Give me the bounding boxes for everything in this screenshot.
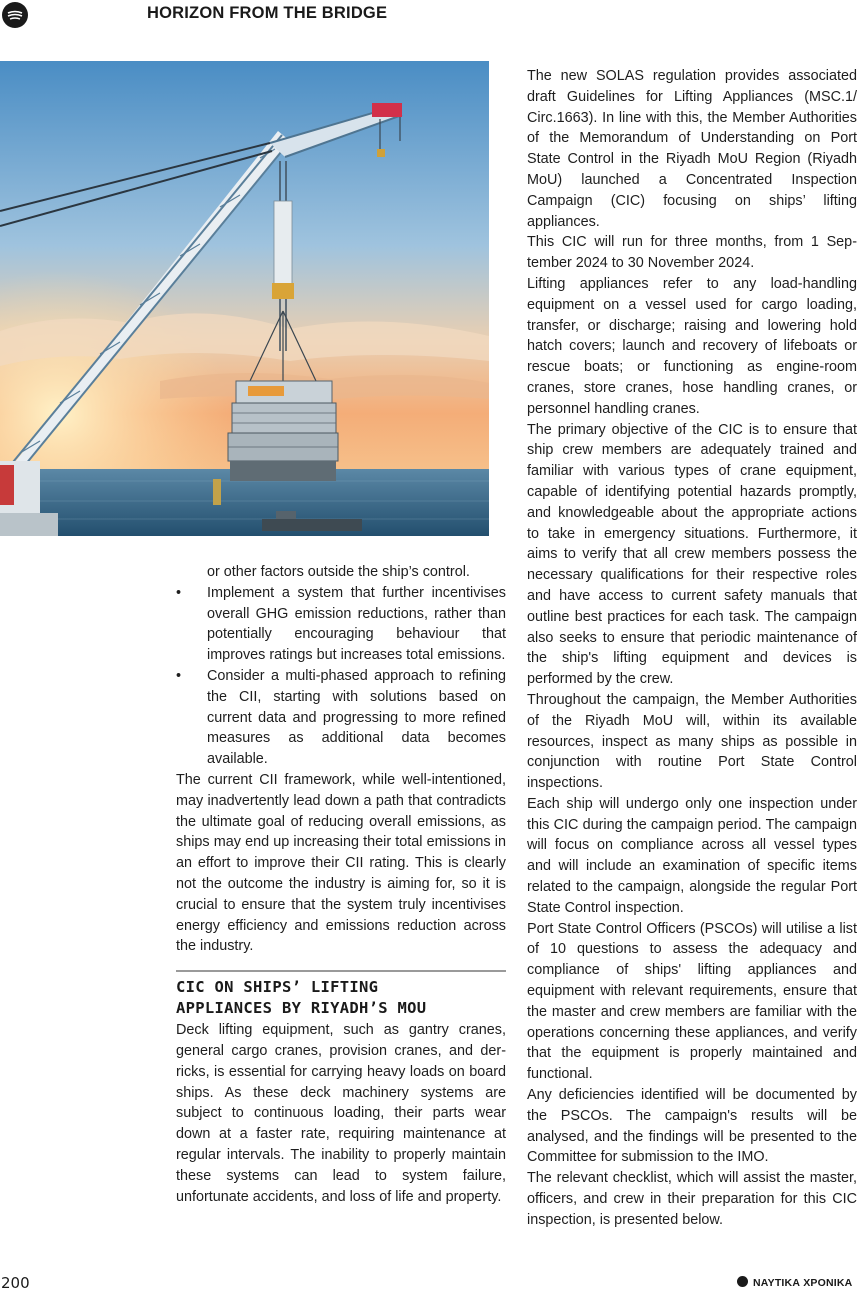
body-paragraph: Any deficiencies identified will be documented by the PSCOs. The campaign's results will be analysed, and the findings will be presented to the Committee for submission to the IMO.	[527, 1087, 857, 1166]
body-paragraph: The current CII framework, while well-intentioned, may inadvertently lead down a path that contradicts the ultimate goal of reducing overall emissions, as ships may end up increasing their total emissions in an effort to improve their CII rating. This is clearly not the outcome the industry is aiming for, so it is crucial to ensure that the system truly incentivises energy efficiency and emissions reduction across the industry.	[176, 771, 506, 955]
bullet-item	[176, 583, 506, 666]
bullet-text: Consider a multi-phased approach to refining the CII, starting with solutions based on current data and progressing to more refined measures as additional data becomes available.	[207, 667, 506, 768]
body-paragraph: Port State Control Officers (PSCOs) will utilise a list of 10 questions to assess the adequacy and compliance of ships' lifting appliances and equipment with relevant requirements, ensure that the master and crew members are familiar with the operations concerning these appliances, and verify that the equipment is properly maintained and functional.	[527, 920, 857, 1083]
body-paragraph: Deck lifting equipment, such as gantry cranes, general cargo cranes, provision cranes, and derricks, is essential for carrying heavy loads on board ships. As these deck machinery systems are subject to continuous loading, their parts wear down at a faster rate, requiring maintenance at regular intervals. The inability to properly maintain these systems can lead to system failure, unfortunate accidents, and loss of life and property.	[176, 1022, 506, 1205]
bullet-item	[176, 666, 506, 770]
bullet-dot-icon: •	[176, 667, 182, 684]
brand-dot-icon	[737, 1276, 748, 1287]
footer-brand-text: ΝΑΥΤΙΚΑ ΧΡΟΝΙΚΑ	[753, 1277, 853, 1289]
footer-brand	[737, 1276, 852, 1289]
bullet-continuation: or other factors outside the ship’s control.	[207, 564, 470, 580]
body-paragraph: The primary objective of the CIC is to ensure that ship crew members are adequately trained and familiar with various types of crane equipment, capable of identifying potential hazards promptly, and knowledgeable about the appropriate actions to take in emergency situations. Furthermore, it aims to verify that all crew members possess the necessary qualifications for their respective roles and have access to current safety manuals that outline best practices for each task. The campaign also seeks to ensure that periodic maintenance of the ship's lifting equipment and devices is performed by the crew.	[527, 421, 857, 688]
bullet-list	[176, 562, 506, 770]
magazine-logo-icon	[2, 2, 28, 28]
body-paragraph: This CIC will run for three months, from 1 September 2024 to 30 November 2024.	[527, 234, 857, 272]
body-paragraph: Lifting appliances refer to any load-handling equipment on a vessel used for cargo loading, transfer, or discharge; raising and lowering hold hatch covers; launch and recovery of lifeboats or rescue boats; or functioning as engine-room cranes, store cranes, hose handling cranes, or personnel handling cranes.	[527, 275, 857, 417]
body-paragraph: Throughout the campaign, the Member Authorities of the Riyadh MoU will, within its available resources, inspect as many ships as possible in conjunction with routine Port State Control inspections.	[527, 691, 857, 792]
body-paragraph: Each ship will undergo only one inspection under this CIC during the campaign period. The campaign will focus on compliance across all vessel types and will include an examination of specific items related to the campaign, alongside the regular Port State Control inspection.	[527, 795, 857, 916]
offshore-crane-photo	[0, 61, 489, 536]
right-column	[527, 66, 857, 1231]
body-paragraph: The new SOLAS regulation provides associated draft Guidelines for Lifting Appliances (MSC.1/​Circ.1663). In line with this, the Member Authorities of the Memorandum of Understanding on Port State Control in the Riyadh MoU Region (Riyadh MoU) launched a Concentrated Inspection Campaign (CIC) focusing on ships’ lifting appliances.	[527, 68, 857, 230]
bullet-text: Implement a system that further incentivises overall GHG emission reductions, rather than potentially encouraging behaviour that improves ratings but increases total emissions.	[207, 584, 506, 664]
body-paragraph: The relevant checklist, which will assist the master, officers, and crew in their preparation for this CIC inspection, is presented below.	[527, 1170, 857, 1228]
section-heading: CIC ON SHIPS’ LIFTING APPLIANCES BY RIYADH’S MOU	[176, 978, 427, 1018]
section-divider	[176, 970, 506, 972]
running-header-title: HORIZON FROM THE BRIDGE	[147, 4, 388, 22]
page-number: 200	[1, 1274, 30, 1292]
left-column	[176, 562, 506, 1207]
bullet-dot-icon: •	[176, 584, 182, 601]
